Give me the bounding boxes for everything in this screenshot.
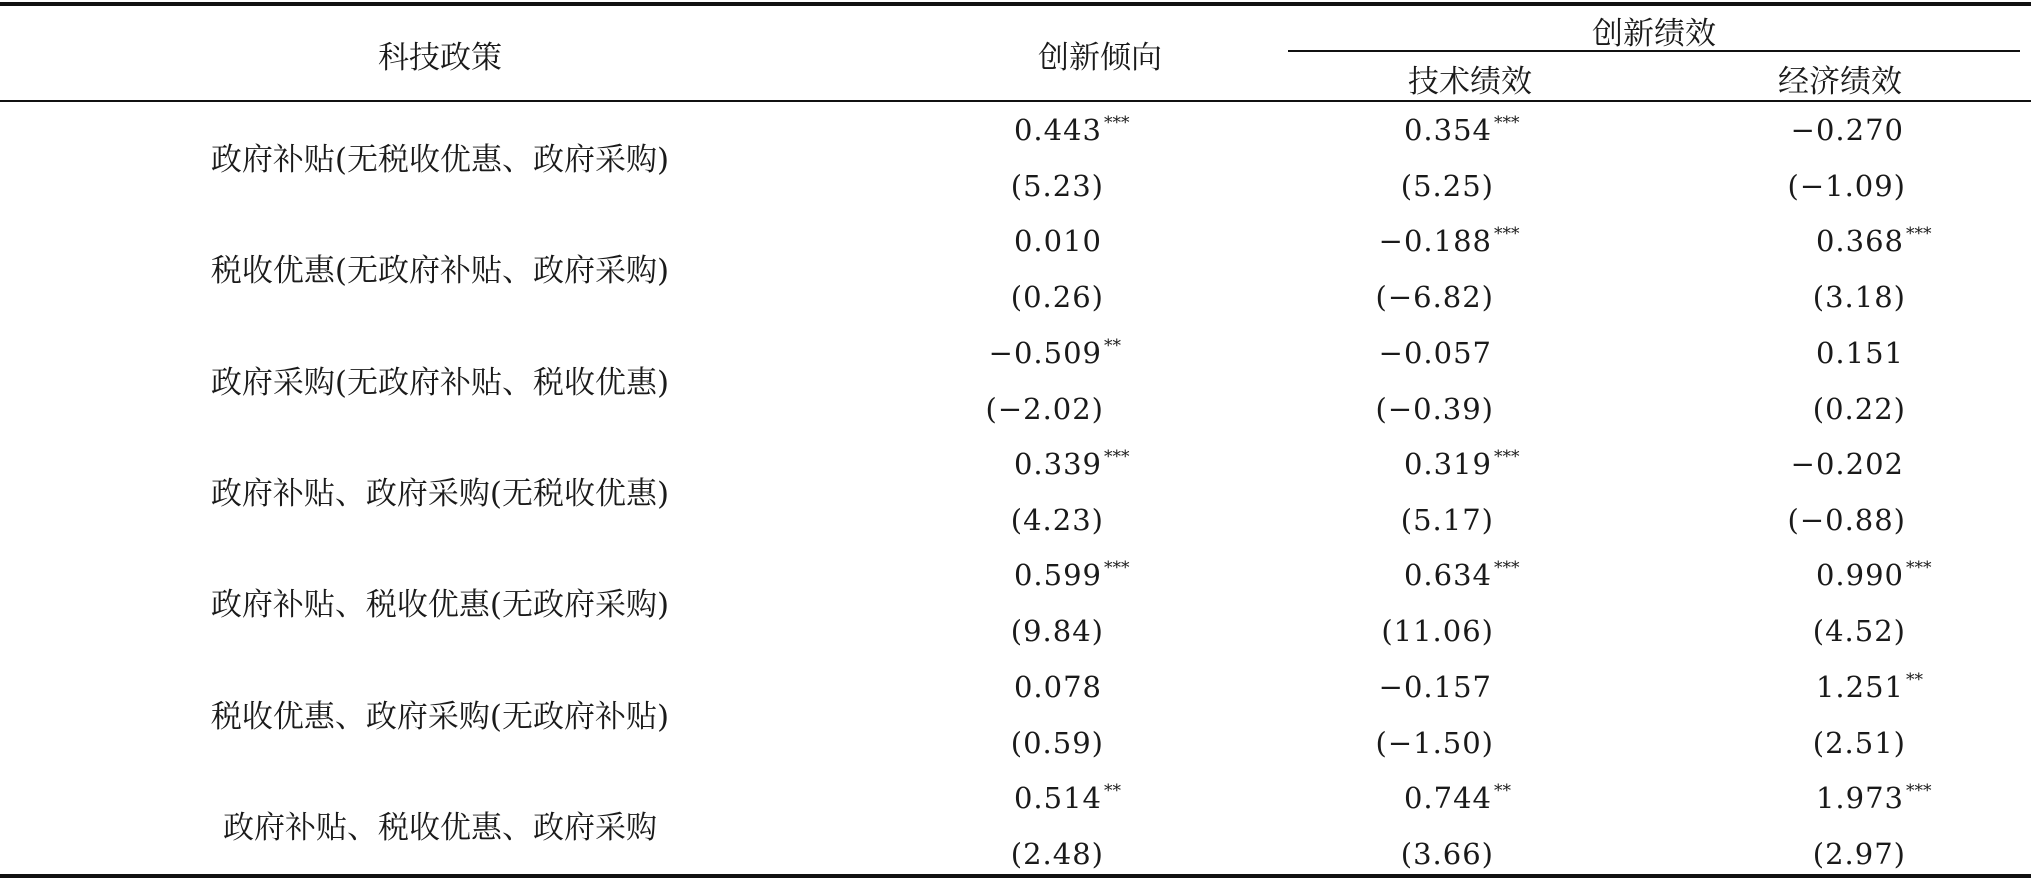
propensity-t-value: (0.59) bbox=[1010, 725, 1104, 760]
row-policy-label: 税收优惠、政府采购(无政府补贴) bbox=[210, 698, 670, 735]
row-policy-label: 政府补贴、政府采购(无税收优惠) bbox=[210, 475, 670, 512]
propensity-t-value: (5.23) bbox=[1010, 169, 1104, 203]
propensity-t-value: (9.84) bbox=[1010, 614, 1104, 649]
econ-performance-coefficient bbox=[1816, 781, 1944, 815]
econ-performance-coefficient bbox=[1816, 670, 1944, 704]
tech-performance-coefficient bbox=[1379, 670, 1532, 704]
table-top-rule bbox=[0, 2, 2031, 6]
table-row bbox=[0, 439, 2031, 550]
econ-performance-t-value: (−0.88) bbox=[1787, 502, 1906, 537]
coefficient-value: 0.744 bbox=[1403, 780, 1492, 815]
coefficient-value: −0.270 bbox=[1790, 113, 1904, 147]
econ-performance-t-value: (0.22) bbox=[1812, 391, 1906, 426]
tech-performance-t-value: (−6.82) bbox=[1375, 280, 1494, 315]
header-propensity: 创新倾向 bbox=[1038, 40, 1162, 76]
econ-performance-t-value: (4.52) bbox=[1812, 614, 1906, 649]
header-policy: 科技政策 bbox=[378, 40, 502, 76]
tech-performance-coefficient bbox=[1404, 558, 1532, 592]
econ-performance-t-value: (2.51) bbox=[1812, 725, 1906, 760]
table-row bbox=[0, 328, 2031, 439]
table-row bbox=[0, 662, 2031, 773]
coefficient-value: 0.319 bbox=[1403, 446, 1492, 481]
significance-stars: *** bbox=[1906, 224, 1932, 245]
significance-stars: *** bbox=[1494, 558, 1520, 579]
coefficient-value: 0.151 bbox=[1815, 335, 1904, 370]
coefficient-value: −0.057 bbox=[1378, 335, 1492, 370]
row-policy-label: 税收优惠(无政府补贴、政府采购) bbox=[210, 253, 670, 290]
coefficient-value: 1.973 bbox=[1815, 780, 1904, 815]
tech-performance-coefficient bbox=[1379, 336, 1532, 370]
propensity-coefficient bbox=[989, 336, 1142, 370]
coefficient-value: −0.157 bbox=[1378, 669, 1492, 704]
tech-performance-t-value: (−1.50) bbox=[1375, 725, 1494, 760]
coefficient-value: −0.188 bbox=[1378, 224, 1492, 259]
tech-performance-t-value: (5.17) bbox=[1400, 502, 1494, 537]
significance-stars: *** bbox=[1104, 446, 1130, 467]
significance-stars: *** bbox=[1494, 224, 1520, 245]
row-policy-label: 政府补贴(无税收优惠、政府采购) bbox=[210, 142, 670, 178]
table-row bbox=[0, 773, 2031, 884]
row-policy-label: 政府补贴、税收优惠、政府采购 bbox=[223, 809, 657, 846]
tech-performance-coefficient bbox=[1404, 447, 1532, 481]
propensity-coefficient bbox=[1014, 113, 1142, 147]
coefficient-value: −0.509 bbox=[988, 335, 1102, 370]
significance-stars: ** bbox=[1104, 780, 1121, 801]
econ-performance-coefficient bbox=[1816, 336, 1944, 370]
row-policy-label: 政府补贴、税收优惠(无政府采购) bbox=[210, 587, 670, 624]
coefficient-value: 0.078 bbox=[1013, 669, 1102, 704]
tech-performance-t-value: (3.66) bbox=[1400, 836, 1494, 871]
header-performance: 创新绩效 bbox=[1592, 16, 1716, 52]
tech-performance-coefficient bbox=[1404, 781, 1532, 815]
tech-performance-coefficient bbox=[1379, 224, 1532, 258]
propensity-t-value: (0.26) bbox=[1010, 280, 1104, 315]
table-row bbox=[0, 105, 2031, 216]
header-tech-performance: 技术绩效 bbox=[1408, 64, 1532, 100]
tech-performance-t-value: (11.06) bbox=[1381, 614, 1494, 649]
propensity-coefficient bbox=[1014, 558, 1142, 592]
table-row bbox=[0, 216, 2031, 327]
significance-stars: ** bbox=[1494, 780, 1511, 801]
coefficient-value: 0.354 bbox=[1403, 113, 1492, 147]
row-policy-label: 政府采购(无政府补贴、税收优惠) bbox=[210, 364, 670, 401]
tech-performance-t-value: (−0.39) bbox=[1375, 391, 1494, 426]
propensity-t-value: (2.48) bbox=[1010, 836, 1104, 871]
coefficient-value: 0.990 bbox=[1815, 558, 1904, 593]
significance-stars: *** bbox=[1494, 446, 1520, 467]
significance-stars: ** bbox=[1104, 335, 1121, 356]
significance-stars: *** bbox=[1104, 558, 1130, 579]
econ-performance-coefficient bbox=[1791, 447, 1944, 481]
propensity-coefficient bbox=[1014, 670, 1142, 704]
significance-stars: *** bbox=[1494, 113, 1520, 133]
coefficient-value: 0.599 bbox=[1013, 558, 1102, 593]
coefficient-value: 0.634 bbox=[1403, 558, 1492, 593]
propensity-coefficient bbox=[1014, 781, 1142, 815]
propensity-coefficient bbox=[1014, 447, 1142, 481]
coefficient-value: −0.202 bbox=[1790, 446, 1904, 481]
significance-stars: *** bbox=[1104, 113, 1130, 133]
coefficient-value: 0.443 bbox=[1013, 113, 1102, 147]
econ-performance-coefficient bbox=[1816, 558, 1944, 592]
econ-performance-t-value: (−1.09) bbox=[1787, 169, 1906, 203]
table-row bbox=[0, 550, 2031, 661]
propensity-t-value: (−2.02) bbox=[985, 391, 1104, 426]
coefficient-value: 0.010 bbox=[1013, 224, 1102, 259]
tech-performance-coefficient bbox=[1404, 113, 1532, 147]
econ-performance-coefficient bbox=[1791, 113, 1944, 147]
header-econ-performance: 经济绩效 bbox=[1778, 64, 1902, 100]
coefficient-value: 1.251 bbox=[1815, 669, 1904, 704]
tech-performance-t-value: (5.25) bbox=[1400, 169, 1494, 203]
econ-performance-t-value: (2.97) bbox=[1812, 836, 1906, 871]
significance-stars: *** bbox=[1906, 780, 1932, 801]
coefficient-value: 0.368 bbox=[1815, 224, 1904, 259]
propensity-coefficient bbox=[1014, 224, 1142, 258]
econ-performance-coefficient bbox=[1816, 224, 1944, 258]
propensity-t-value: (4.23) bbox=[1010, 502, 1104, 537]
coefficient-value: 0.514 bbox=[1013, 780, 1102, 815]
econ-performance-t-value: (3.18) bbox=[1812, 280, 1906, 315]
significance-stars: *** bbox=[1906, 558, 1932, 579]
significance-stars: ** bbox=[1906, 669, 1923, 690]
coefficient-value: 0.339 bbox=[1013, 446, 1102, 481]
